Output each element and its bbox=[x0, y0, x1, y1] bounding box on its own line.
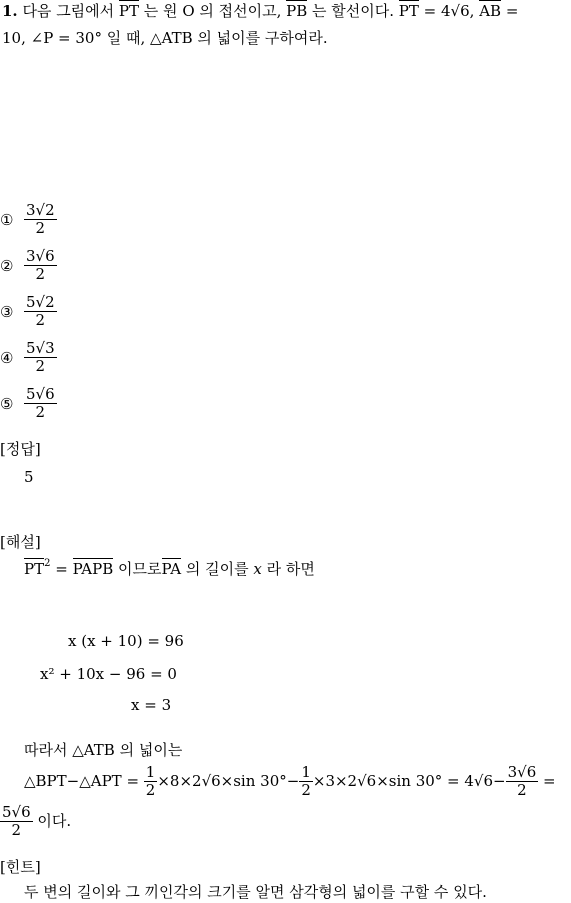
result-fraction: $\frac{5√6}{2}$ bbox=[2, 803, 31, 840]
choice-5-fraction: $\frac{5√6}{2}$ bbox=[26, 385, 55, 422]
choice-4[interactable] bbox=[0, 340, 57, 376]
choice-2-mark: ② bbox=[0, 256, 14, 275]
result-line: $\frac{5√6}{2}$ 이다. bbox=[2, 803, 72, 840]
choice-1-mark: ① bbox=[0, 210, 14, 229]
hint-label: [힌트] bbox=[0, 858, 41, 876]
equation-3: x = 3 bbox=[131, 696, 172, 714]
segment-papb: PAPB bbox=[72, 560, 114, 578]
fraction-half-1: $\frac{1}{2}$ bbox=[145, 763, 156, 800]
choice-5[interactable] bbox=[0, 386, 57, 422]
conclusion-text: 따라서 △ATB 의 넓이는 bbox=[24, 741, 183, 759]
choice-1-fraction: $\frac{3√2}{2}$ bbox=[26, 201, 55, 238]
hint-text: 두 변의 길이와 그 끼인각의 크기를 알면 삼각형의 넓이를 구할 수 있다. bbox=[24, 883, 487, 901]
fraction-3root6-over-2: $\frac{3√6}{2}$ bbox=[507, 763, 537, 800]
segment-pb: PB bbox=[286, 2, 308, 20]
choice-2[interactable] bbox=[0, 248, 57, 284]
explanation-label: [해설] bbox=[0, 533, 41, 551]
answer-label: [정답] bbox=[0, 440, 41, 458]
fraction-half-2: $\frac{1}{2}$ bbox=[301, 763, 311, 800]
equation-1: x (x + 10) = 96 bbox=[68, 632, 184, 650]
segment-ab: AB bbox=[479, 2, 502, 20]
explanation-line-1: $PT^2$ = PAPB 이므로PA 의 길이를 x 라 하면 bbox=[24, 558, 315, 578]
choice-3-mark: ③ bbox=[0, 302, 14, 321]
calculation-line: △BPT−△APT = $\frac{1}{2}$ ×8×2√6×sin 30°− $\frac{1}{2}$ ×3×2√6×sin 30° = 4√6− $\frac{3√6}{2}$ = bbox=[24, 763, 556, 800]
equation-2: x² + 10x − 96 = 0 bbox=[40, 665, 177, 683]
segment-pa: PA bbox=[161, 560, 182, 578]
choice-5-mark: ⑤ bbox=[0, 394, 14, 413]
question-line-1: 1. 다음 그림에서 PT 는 원 O 의 접선이고, PB 는 할선이다. PT = 4√6, AB = bbox=[2, 2, 519, 20]
variable-x: x bbox=[253, 560, 262, 578]
choice-4-mark: ④ bbox=[0, 348, 14, 367]
segment-pt-squared: PT bbox=[24, 560, 45, 578]
segment-pt: PT bbox=[118, 2, 140, 20]
choice-1[interactable] bbox=[0, 202, 57, 238]
choice-4-fraction: $\frac{5√3}{2}$ bbox=[26, 339, 55, 376]
choice-3[interactable] bbox=[0, 294, 57, 330]
question-line-2: 10, ∠P = 30° 일 때, △ATB 의 넓이를 구하여라. bbox=[2, 29, 328, 47]
answer-value: 5 bbox=[24, 468, 34, 486]
choice-3-fraction: $\frac{5√2}{2}$ bbox=[26, 293, 55, 330]
segment-pt-2: PT bbox=[398, 2, 419, 20]
choice-2-fraction: $\frac{3√6}{2}$ bbox=[26, 247, 55, 284]
question-number: 1. bbox=[2, 2, 18, 20]
